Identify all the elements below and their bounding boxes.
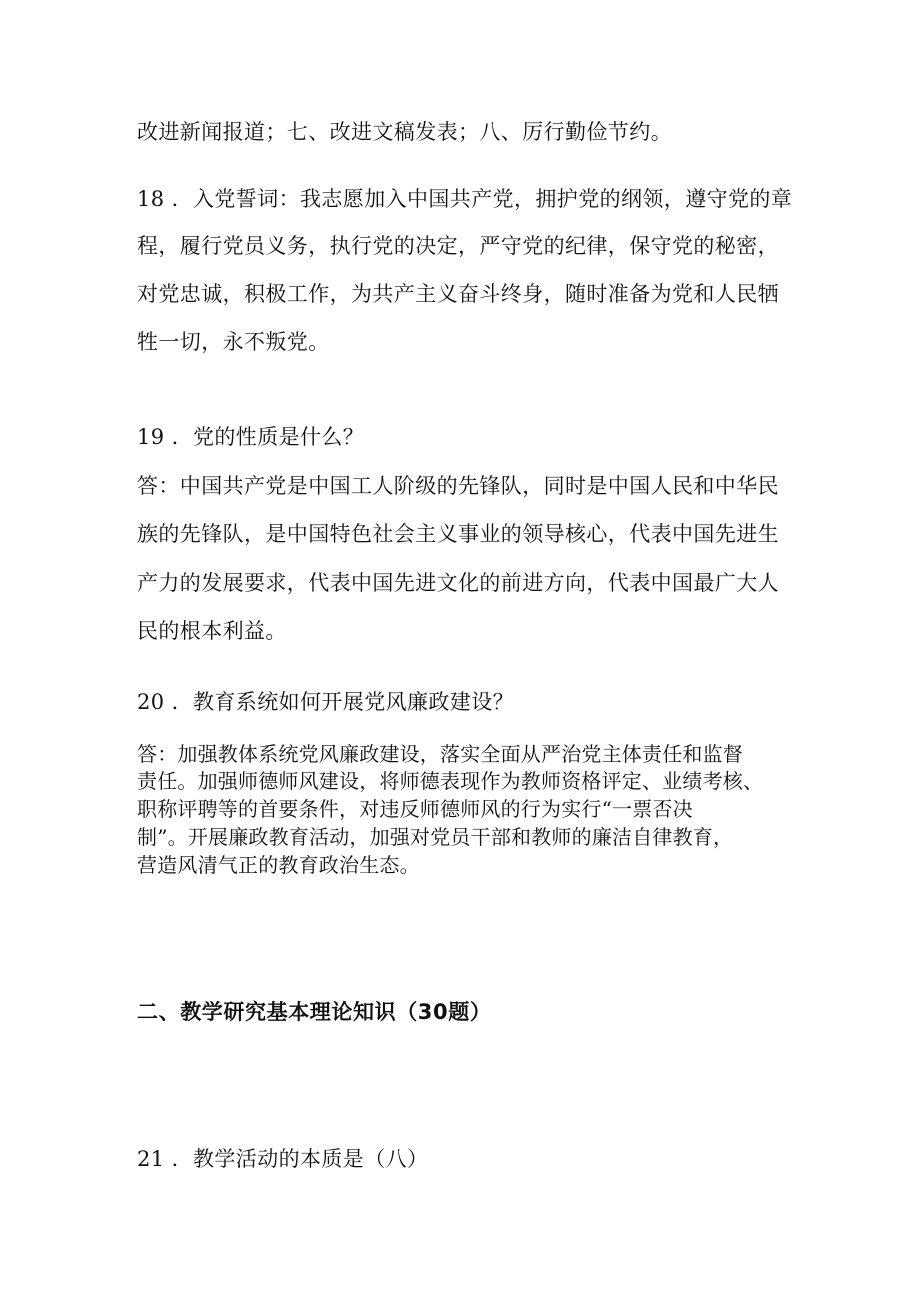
q19-answer-line-1: 答：中国共产党是中国工人阶级的先锋队，同时是中国人民和中华民 [137, 474, 779, 498]
section-heading: 二、教学研究基本理论知识（30题） [137, 1000, 492, 1024]
q20-answer-line-3: 职称评聘等的首要条件，对违反师德师风的行为实行“一票否决 [137, 797, 693, 821]
q21-question: 21 ．教学活动的本质是（八） [137, 1147, 429, 1171]
q20-answer-line-5: 营造风清气正的教育政治生态。 [137, 853, 420, 877]
q20-question: 20 ．教育系统如何开展党风廉政建设？ [137, 690, 514, 714]
q19-answer-line-3: 产力的发展要求，代表中国先进文化的前进方向，代表中国最广大人 [137, 571, 779, 595]
q20-answer-line-1: 答：加强教体系统党风廉政建设，落实全面从严治党主体责任和监督 [137, 742, 743, 766]
intro-line: 改进新闻报道；七、改进文稿发表；八、厉行勤俭节约。 [137, 120, 672, 144]
q18-line-4: 牲一切，永不叛党。 [137, 330, 330, 354]
q19-answer-line-4: 民的根本利益。 [137, 619, 287, 643]
q18-line-2: 程，履行党员义务，执行党的决定，严守党的纪律，保守党的秘密， [137, 234, 779, 258]
q18-line-1: 18 ．入党誓词：我志愿加入中国共产党，拥护党的纲领，遵守党的章 [137, 187, 793, 211]
q19-question: 19 ．党的性质是什么？ [137, 425, 365, 449]
q20-answer-line-4: 制”。开展廉政教育活动，加强对党员干部和教师的廉洁自律教育， [137, 825, 734, 849]
q18-line-3: 对党忠诚，积极工作，为共产主义奋斗终身，随时准备为党和人民牺 [137, 282, 779, 306]
q20-answer-line-2: 责任。加强师德师风建设，将师德表现作为教师资格评定、业绩考核、 [137, 769, 764, 793]
q19-answer-line-2: 族的先锋队，是中国特色社会主义事业的领导核心，代表中国先进生 [137, 522, 779, 546]
